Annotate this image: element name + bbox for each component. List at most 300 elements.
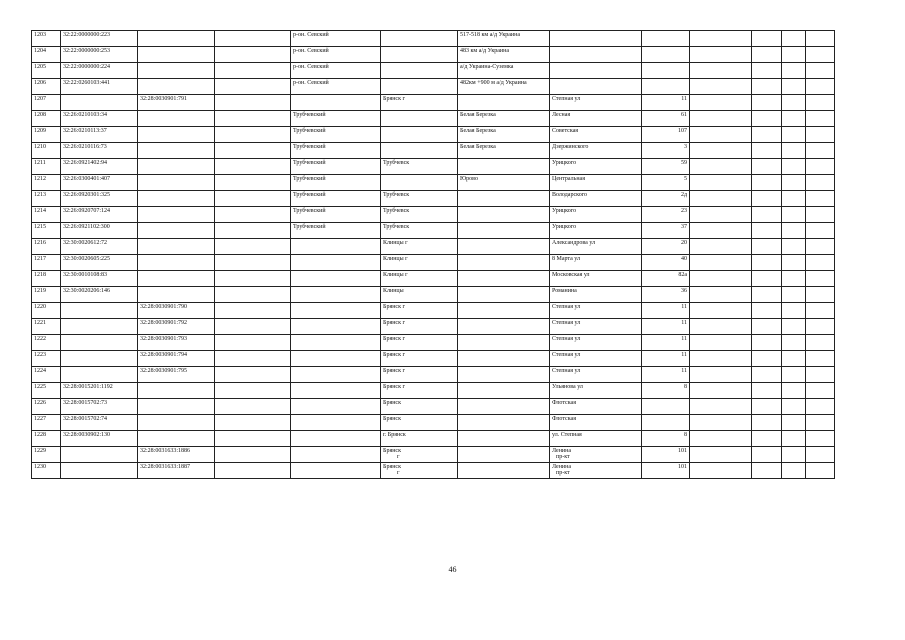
extra-col-k-cell: [782, 239, 806, 255]
street-text: Ленина: [552, 448, 571, 454]
district-cell: [291, 399, 381, 415]
extra-col-l-cell: [806, 367, 835, 383]
street-cell: Степная ул: [550, 351, 642, 367]
city-cell: г. Брянск: [381, 431, 458, 447]
table-row: [32, 431, 835, 447]
register-rows: [32, 31, 835, 479]
table-row: [32, 447, 835, 463]
extra-number-cell: [215, 127, 291, 143]
extra-col-j-cell: [752, 431, 782, 447]
extra-col-j-cell: [752, 159, 782, 175]
street-cell: Степная ул: [550, 367, 642, 383]
building-cell: [690, 79, 752, 95]
house-number-cell: 11: [642, 335, 690, 351]
object-cadastral-number-cell: 32:28:0030901:795: [138, 367, 215, 383]
extra-number-cell: [215, 319, 291, 335]
extra-number-cell: [215, 191, 291, 207]
district-cell: [291, 287, 381, 303]
district-cell: р-он. Севский: [291, 47, 381, 63]
street-cell: Урицкого: [550, 223, 642, 239]
city-cell: Брянск: [381, 415, 458, 431]
extra-col-l-cell: [806, 95, 835, 111]
locality-cell: [458, 255, 550, 271]
extra-col-k-cell: [782, 399, 806, 415]
building-cell: [690, 463, 752, 479]
extra-col-j-cell: [752, 31, 782, 47]
table-row: [32, 207, 835, 223]
row-number-cell: 1213: [32, 191, 61, 207]
building-cell: [690, 271, 752, 287]
extra-col-j-cell: [752, 335, 782, 351]
extra-col-l-cell: [806, 47, 835, 63]
row-number-cell: 1222: [32, 335, 61, 351]
locality-cell: [458, 207, 550, 223]
table-row: [32, 223, 835, 239]
locality-cell: а/д Украина-Суземка: [458, 63, 550, 79]
locality-cell: [458, 351, 550, 367]
table-row: [32, 127, 835, 143]
building-cell: [690, 255, 752, 271]
object-cadastral-number-cell: [138, 383, 215, 399]
city-cell: [381, 79, 458, 95]
district-cell: [291, 95, 381, 111]
locality-cell: [458, 95, 550, 111]
land-cadastral-number-cell: [61, 367, 138, 383]
object-cadastral-number-cell: 32:28:0030901:793: [138, 335, 215, 351]
district-cell: [291, 303, 381, 319]
city-cell: Трубчевск: [381, 191, 458, 207]
street-cell: Флотская: [550, 415, 642, 431]
land-cadastral-number-cell: 32:28:0015702:73: [61, 399, 138, 415]
extra-col-k-cell: [782, 431, 806, 447]
row-number-cell: 1223: [32, 351, 61, 367]
land-cadastral-number-cell: 32:22:0000000:223: [61, 31, 138, 47]
district-cell: Трубчевский: [291, 175, 381, 191]
row-number-cell: 1218: [32, 271, 61, 287]
building-cell: [690, 191, 752, 207]
table-row: [32, 399, 835, 415]
extra-col-j-cell: [752, 415, 782, 431]
district-cell: [291, 447, 381, 463]
street-cell: Степная ул: [550, 95, 642, 111]
extra-col-j-cell: [752, 287, 782, 303]
register-sheet: [31, 30, 835, 479]
object-cadastral-number-cell: [138, 159, 215, 175]
extra-col-l-cell: [806, 191, 835, 207]
table-row: [32, 335, 835, 351]
house-number-cell: 82а: [642, 271, 690, 287]
land-cadastral-number-cell: [61, 447, 138, 463]
extra-col-k-cell: [782, 255, 806, 271]
extra-col-k-cell: [782, 143, 806, 159]
house-number-cell: 107: [642, 127, 690, 143]
locality-cell: [458, 319, 550, 335]
city-cell: [381, 31, 458, 47]
extra-col-l-cell: [806, 79, 835, 95]
house-number-cell: 11: [642, 367, 690, 383]
row-number-cell: 1217: [32, 255, 61, 271]
extra-number-cell: [215, 287, 291, 303]
locality-cell: [458, 383, 550, 399]
extra-number-cell: [215, 351, 291, 367]
city-cell: Брянск г: [381, 351, 458, 367]
street-cell: Александрова ул: [550, 239, 642, 255]
register-table: [31, 30, 835, 479]
row-number-cell: 1203: [32, 31, 61, 47]
city-cell: [381, 143, 458, 159]
locality-cell: [458, 335, 550, 351]
locality-cell: [458, 431, 550, 447]
object-cadastral-number-cell: [138, 127, 215, 143]
city-cell: [381, 463, 458, 479]
land-cadastral-number-cell: 32:30:0010108:83: [61, 271, 138, 287]
city-cell: [381, 127, 458, 143]
object-cadastral-number-cell: [138, 143, 215, 159]
object-cadastral-number-cell: [138, 63, 215, 79]
district-cell: р-он. Севский: [291, 31, 381, 47]
extra-col-k-cell: [782, 111, 806, 127]
extra-col-k-cell: [782, 351, 806, 367]
street-cell: 8 Марта ул: [550, 255, 642, 271]
land-cadastral-number-cell: 32:26:0920301:325: [61, 191, 138, 207]
object-cadastral-number-cell: [138, 223, 215, 239]
extra-number-cell: [215, 175, 291, 191]
extra-number-cell: [215, 223, 291, 239]
object-cadastral-number-cell: 32:28:0031633:1887: [138, 463, 215, 479]
extra-col-l-cell: [806, 447, 835, 463]
locality-cell: 483 км а/д Украина: [458, 47, 550, 63]
district-cell: Трубчевский: [291, 127, 381, 143]
house-number-cell: 61: [642, 111, 690, 127]
row-number-cell: 1215: [32, 223, 61, 239]
extra-number-cell: [215, 63, 291, 79]
city-cell: [381, 447, 458, 463]
street-cell: Советская: [550, 127, 642, 143]
extra-col-j-cell: [752, 127, 782, 143]
locality-cell: [458, 159, 550, 175]
building-cell: [690, 367, 752, 383]
building-cell: [690, 47, 752, 63]
row-number-cell: 1211: [32, 159, 61, 175]
extra-number-cell: [215, 159, 291, 175]
extra-col-j-cell: [752, 463, 782, 479]
extra-col-l-cell: [806, 63, 835, 79]
extra-col-l-cell: [806, 287, 835, 303]
extra-col-j-cell: [752, 351, 782, 367]
extra-col-j-cell: [752, 319, 782, 335]
district-cell: [291, 271, 381, 287]
extra-number-cell: [215, 463, 291, 479]
object-cadastral-number-cell: [138, 175, 215, 191]
building-cell: [690, 159, 752, 175]
row-number-cell: 1221: [32, 319, 61, 335]
land-cadastral-number-cell: 32:22:0000000:253: [61, 47, 138, 63]
district-cell: р-он. Севский: [291, 79, 381, 95]
locality-cell: 482км +900 м а/д Украина: [458, 79, 550, 95]
extra-col-j-cell: [752, 223, 782, 239]
object-cadastral-number-cell: [138, 239, 215, 255]
extra-col-l-cell: [806, 303, 835, 319]
extra-col-k-cell: [782, 287, 806, 303]
street-cell: Володарского: [550, 191, 642, 207]
land-cadastral-number-cell: 32:26:0210113:37: [61, 127, 138, 143]
extra-col-k-cell: [782, 447, 806, 463]
street-cell: Центральная: [550, 175, 642, 191]
object-cadastral-number-cell: 32:28:0030901:794: [138, 351, 215, 367]
district-cell: р-он. Севский: [291, 63, 381, 79]
locality-cell: [458, 287, 550, 303]
extra-col-l-cell: [806, 383, 835, 399]
locality-cell: Белая Березка: [458, 127, 550, 143]
district-cell: Трубчевский: [291, 143, 381, 159]
extra-col-l-cell: [806, 223, 835, 239]
building-cell: [690, 415, 752, 431]
table-row: [32, 287, 835, 303]
street-cell: Флотская: [550, 399, 642, 415]
extra-col-k-cell: [782, 95, 806, 111]
extra-col-l-cell: [806, 239, 835, 255]
building-cell: [690, 319, 752, 335]
extra-col-j-cell: [752, 175, 782, 191]
extra-col-j-cell: [752, 47, 782, 63]
extra-col-l-cell: [806, 111, 835, 127]
table-row: [32, 271, 835, 287]
table-row: [32, 143, 835, 159]
extra-col-l-cell: [806, 143, 835, 159]
extra-col-k-cell: [782, 63, 806, 79]
extra-col-l-cell: [806, 175, 835, 191]
land-cadastral-number-cell: 32:30:0020206:146: [61, 287, 138, 303]
extra-col-k-cell: [782, 271, 806, 287]
land-cadastral-number-cell: 32:28:0030902:130: [61, 431, 138, 447]
row-number-cell: 1220: [32, 303, 61, 319]
city-cell: Клинцы г: [381, 255, 458, 271]
land-cadastral-number-cell: 32:30:0020612:72: [61, 239, 138, 255]
street-cell: Урицкого: [550, 159, 642, 175]
building-cell: [690, 239, 752, 255]
building-cell: [690, 399, 752, 415]
district-cell: [291, 351, 381, 367]
extra-number-cell: [215, 255, 291, 271]
district-cell: [291, 255, 381, 271]
building-cell: [690, 287, 752, 303]
building-cell: [690, 207, 752, 223]
building-cell: [690, 143, 752, 159]
extra-col-j-cell: [752, 63, 782, 79]
extra-col-l-cell: [806, 207, 835, 223]
land-cadastral-number-cell: [61, 319, 138, 335]
land-cadastral-number-cell: [61, 335, 138, 351]
object-cadastral-number-cell: 32:28:0030901:790: [138, 303, 215, 319]
extra-col-j-cell: [752, 111, 782, 127]
city-cell: Брянск г: [381, 319, 458, 335]
street-cell: [550, 447, 642, 463]
building-cell: [690, 335, 752, 351]
street-text-line2: пр-кт: [556, 470, 570, 476]
extra-col-k-cell: [782, 47, 806, 63]
row-number-cell: 1208: [32, 111, 61, 127]
locality-cell: [458, 415, 550, 431]
city-cell: Клинцы г: [381, 239, 458, 255]
extra-col-k-cell: [782, 175, 806, 191]
extra-col-j-cell: [752, 79, 782, 95]
table-row: [32, 63, 835, 79]
table-row: [32, 303, 835, 319]
extra-col-k-cell: [782, 463, 806, 479]
extra-col-l-cell: [806, 319, 835, 335]
row-number-cell: 1216: [32, 239, 61, 255]
row-number-cell: 1210: [32, 143, 61, 159]
street-text-line2: пр-кт: [556, 454, 570, 460]
district-cell: [291, 415, 381, 431]
house-number-cell: 36: [642, 287, 690, 303]
land-cadastral-number-cell: 32:26:0210103:34: [61, 111, 138, 127]
building-cell: [690, 431, 752, 447]
object-cadastral-number-cell: [138, 191, 215, 207]
extra-number-cell: [215, 143, 291, 159]
extra-number-cell: [215, 447, 291, 463]
extra-col-j-cell: [752, 447, 782, 463]
district-cell: [291, 463, 381, 479]
house-number-cell: 5: [642, 175, 690, 191]
street-cell: [550, 31, 642, 47]
house-number-cell: 59: [642, 159, 690, 175]
extra-col-l-cell: [806, 255, 835, 271]
city-cell: [381, 175, 458, 191]
locality-cell: [458, 239, 550, 255]
house-number-cell: 3: [642, 143, 690, 159]
city-text: Брянск: [383, 448, 401, 454]
extra-col-k-cell: [782, 79, 806, 95]
house-number-cell: 11: [642, 95, 690, 111]
city-text-line2: г: [397, 454, 400, 460]
table-row: [32, 111, 835, 127]
land-cadastral-number-cell: [61, 351, 138, 367]
house-number-cell: [642, 47, 690, 63]
extra-col-k-cell: [782, 31, 806, 47]
locality-cell: [458, 191, 550, 207]
extra-col-k-cell: [782, 159, 806, 175]
land-cadastral-number-cell: 32:26:0920707:124: [61, 207, 138, 223]
extra-number-cell: [215, 95, 291, 111]
house-number-cell: [642, 31, 690, 47]
extra-number-cell: [215, 31, 291, 47]
row-number-cell: 1206: [32, 79, 61, 95]
row-number-cell: 1226: [32, 399, 61, 415]
street-cell: Лесная: [550, 111, 642, 127]
land-cadastral-number-cell: 32:22:0000000:224: [61, 63, 138, 79]
building-cell: [690, 63, 752, 79]
land-cadastral-number-cell: 32:22:0260103:441: [61, 79, 138, 95]
house-number-cell: 101: [642, 447, 690, 463]
house-number-cell: 23: [642, 207, 690, 223]
extra-col-j-cell: [752, 143, 782, 159]
extra-col-j-cell: [752, 383, 782, 399]
land-cadastral-number-cell: 32:30:0020605:225: [61, 255, 138, 271]
extra-col-k-cell: [782, 319, 806, 335]
extra-col-k-cell: [782, 415, 806, 431]
city-cell: Трубчевск: [381, 159, 458, 175]
extra-col-l-cell: [806, 415, 835, 431]
extra-col-k-cell: [782, 367, 806, 383]
locality-cell: [458, 271, 550, 287]
district-cell: [291, 383, 381, 399]
extra-col-j-cell: [752, 399, 782, 415]
extra-number-cell: [215, 367, 291, 383]
extra-col-k-cell: [782, 127, 806, 143]
district-cell: Трубчевский: [291, 159, 381, 175]
locality-cell: [458, 367, 550, 383]
extra-number-cell: [215, 239, 291, 255]
row-number-cell: 1214: [32, 207, 61, 223]
extra-number-cell: [215, 79, 291, 95]
city-cell: Брянск г: [381, 383, 458, 399]
district-cell: [291, 239, 381, 255]
object-cadastral-number-cell: [138, 415, 215, 431]
object-cadastral-number-cell: [138, 271, 215, 287]
table-row: [32, 95, 835, 111]
building-cell: [690, 31, 752, 47]
street-cell: Урицкого: [550, 207, 642, 223]
city-cell: [381, 47, 458, 63]
extra-col-l-cell: [806, 271, 835, 287]
table-row: [32, 31, 835, 47]
extra-col-k-cell: [782, 383, 806, 399]
city-text-line2: г: [397, 470, 400, 476]
locality-cell: 517-518 км а/д Украина: [458, 31, 550, 47]
row-number-cell: 1209: [32, 127, 61, 143]
building-cell: [690, 111, 752, 127]
locality-cell: [458, 223, 550, 239]
street-cell: Степная ул: [550, 319, 642, 335]
row-number-cell: 1207: [32, 95, 61, 111]
city-cell: [381, 111, 458, 127]
city-cell: Брянск г: [381, 95, 458, 111]
street-cell: [550, 79, 642, 95]
table-row: [32, 463, 835, 479]
extra-number-cell: [215, 47, 291, 63]
street-cell: Дзержинского: [550, 143, 642, 159]
city-cell: Брянск г: [381, 335, 458, 351]
street-cell: [550, 463, 642, 479]
object-cadastral-number-cell: [138, 287, 215, 303]
extra-col-j-cell: [752, 207, 782, 223]
row-number-cell: 1229: [32, 447, 61, 463]
object-cadastral-number-cell: [138, 47, 215, 63]
building-cell: [690, 95, 752, 111]
house-number-cell: 40: [642, 255, 690, 271]
row-number-cell: 1204: [32, 47, 61, 63]
object-cadastral-number-cell: [138, 207, 215, 223]
row-number-cell: 1219: [32, 287, 61, 303]
table-row: [32, 79, 835, 95]
extra-col-l-cell: [806, 431, 835, 447]
extra-col-k-cell: [782, 223, 806, 239]
extra-col-j-cell: [752, 255, 782, 271]
object-cadastral-number-cell: 32:28:0031633:1886: [138, 447, 215, 463]
row-number-cell: 1228: [32, 431, 61, 447]
city-cell: Клинцы: [381, 287, 458, 303]
house-number-cell: [642, 415, 690, 431]
extra-col-j-cell: [752, 271, 782, 287]
object-cadastral-number-cell: 32:28:0030901:791: [138, 95, 215, 111]
table-row: [32, 383, 835, 399]
extra-number-cell: [215, 335, 291, 351]
street-cell: Ульянова ул: [550, 383, 642, 399]
street-cell: Московская ул: [550, 271, 642, 287]
row-number-cell: 1224: [32, 367, 61, 383]
extra-col-j-cell: [752, 191, 782, 207]
